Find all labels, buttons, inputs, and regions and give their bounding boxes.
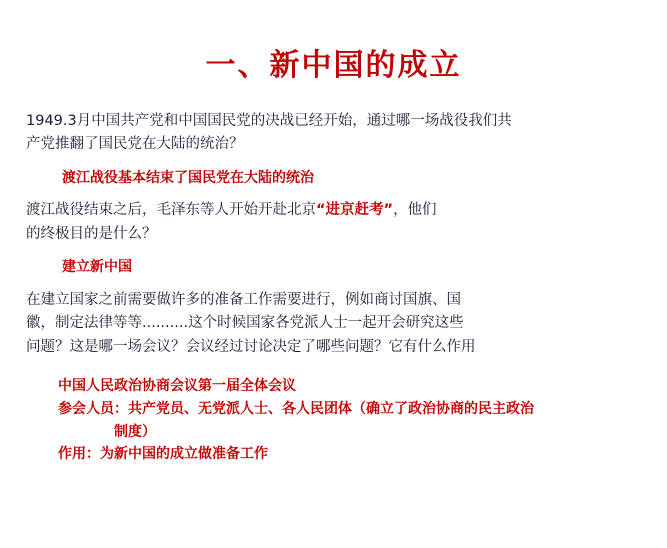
slide-body: [0, 110, 667, 466]
answer-3-line-1: 中国人民政治协商会议第一届全体会议: [58, 378, 296, 395]
question-3-line-2: 徽，制定法律等等..........这个时候国家各党派人士一起开会研究这些: [26, 315, 464, 332]
question-1: [26, 110, 641, 157]
question-2: [26, 199, 641, 246]
spacer: [26, 365, 641, 375]
answer-2: 建立新中国: [62, 259, 132, 276]
question-3: [26, 289, 641, 359]
answer-3-line-3: 制度）: [114, 423, 156, 440]
question-3-line-3: 问题？这是哪一场会议？会议经过讨论决定了哪些问题？它有什么作用: [26, 338, 476, 355]
page-title: 一、新中国的成立: [205, 48, 462, 83]
question-2-post: ，他们: [393, 202, 437, 219]
answer-3-line-4: 作用：为新中国的成立做准备工作: [58, 446, 268, 463]
question-2-line-2: 的终极目的是什么？: [26, 225, 157, 242]
answer-3-line-2: 参会人员：共产党员、无党派人士、各人民团体（确立了政治协商的民主政治: [58, 400, 534, 417]
slide-container: [0, 48, 667, 548]
question-2-highlight: “进京赶考”: [316, 202, 394, 219]
question-1-line-2: 产党推翻了国民党在大陆的统治？: [26, 136, 244, 153]
question-2-pre: 渡江战役结束之后，毛泽东等人开始开赴北京: [26, 202, 316, 219]
question-1-line-1: 1949.3月中国共产党和中国国民党的决战已经开始，通过哪一场战役我们共: [26, 113, 512, 129]
answer-1: 渡江战役基本结束了国民党在大陆的统治: [62, 169, 314, 186]
question-3-line-1: 在建立国家之前需要做许多的准备工作需要进行，例如商讨国旗、国: [26, 291, 461, 308]
answer-3: [26, 375, 641, 466]
